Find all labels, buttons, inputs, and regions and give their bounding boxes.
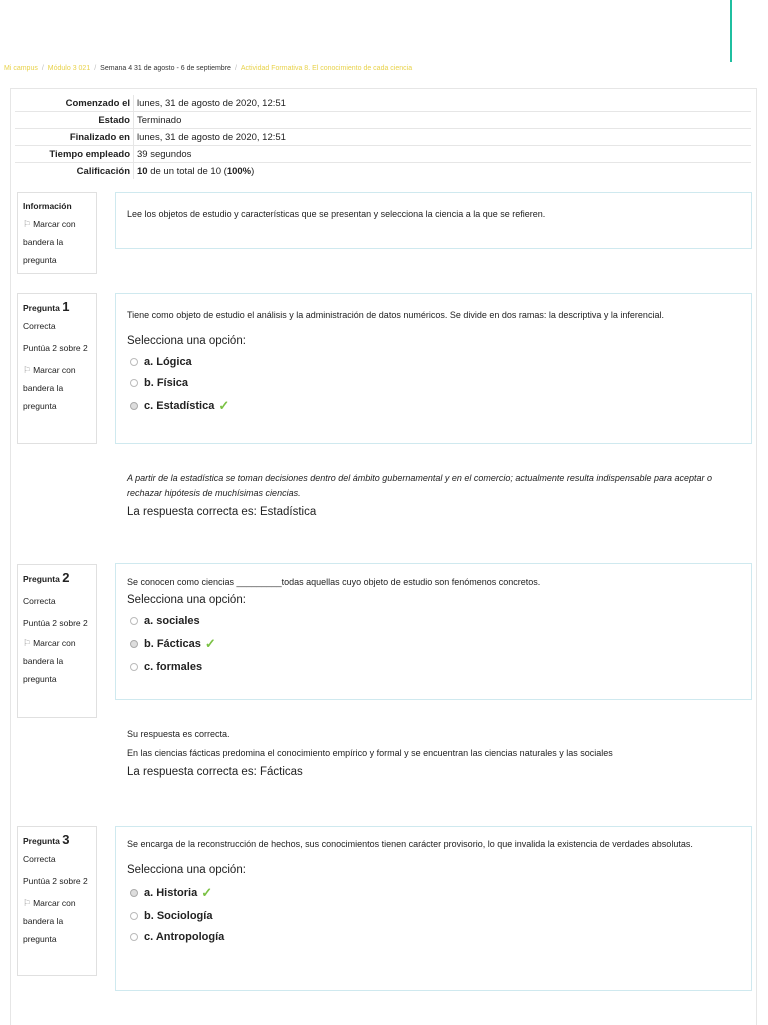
info-content-box — [115, 192, 752, 249]
question-2-content — [115, 563, 752, 700]
correct-answer — [127, 765, 747, 780]
flag-question-link[interactable] — [23, 634, 91, 688]
question-text: Tiene como objeto de estudio el análisis y la administración de datos numéricos. Se divide en dos ramas: la descriptiva y la inferencial. — [127, 310, 664, 320]
question-points: Puntúa 2 sobre 2 — [23, 876, 88, 886]
question-1-feedback — [127, 471, 747, 520]
question-word: Pregunta — [23, 303, 60, 313]
info-panel — [17, 192, 97, 274]
answer-option[interactable] — [127, 356, 740, 368]
flag-label: Marcar con bandera la pregunta — [23, 898, 76, 944]
info-text: Lee los objetos de estudio y características que se presentan y selecciona la ciencia a la que se refieren. — [127, 209, 546, 219]
breadcrumb-link-modulo[interactable]: Módulo 3 021 — [47, 65, 91, 72]
summary-label: Estado — [15, 112, 134, 129]
summary-label: Comenzado el — [15, 95, 134, 112]
answer-prompt: Selecciona una opción: — [127, 594, 246, 606]
breadcrumb-link-semana[interactable]: Semana 4 31 de agosto - 6 de septiembre — [100, 65, 231, 72]
radio-button-checked[interactable] — [130, 640, 138, 648]
question-word: Pregunta — [23, 574, 60, 584]
radio-button[interactable] — [130, 379, 138, 387]
correct-answer-value: Fácticas — [259, 766, 303, 778]
breadcrumb-separator: / — [41, 65, 44, 72]
radio-button-checked[interactable] — [130, 889, 138, 897]
grade-end: ) — [251, 165, 255, 177]
check-icon: ✓ — [201, 885, 213, 900]
radio-button[interactable] — [130, 617, 138, 625]
flag-icon: ⚐ — [23, 219, 32, 229]
summary-value: Terminado — [134, 112, 752, 129]
summary-label: Tiempo empleado — [15, 146, 134, 163]
answer-option-selected[interactable] — [127, 636, 740, 652]
summary-value: lunes, 31 de agosto de 2020, 12:51 — [134, 129, 752, 146]
option-label: c. Antropología — [144, 931, 225, 943]
answer-option[interactable] — [127, 661, 740, 673]
feedback-text: A partir de la estadística se toman decisiones dentro del ámbito gubernamental y en el comercio; actualmente resulta indispensable para aceptar o rechazar hipótesis de muchísimas ciencias. — [127, 473, 712, 498]
answer-prompt: Selecciona una opción: — [127, 335, 246, 347]
flag-label: Marcar con bandera la pregunta — [23, 638, 76, 684]
answer-option[interactable] — [127, 615, 740, 627]
question-status: Correcta — [23, 854, 56, 864]
correct-answer — [127, 505, 747, 520]
breadcrumb — [4, 65, 412, 72]
radio-button-checked[interactable] — [130, 402, 138, 410]
question-1-content — [115, 293, 752, 444]
flag-question-link[interactable] — [23, 894, 91, 948]
grade-score: 10 — [137, 165, 148, 177]
flag-icon: ⚐ — [23, 365, 32, 375]
correct-answer-value: Estadística — [259, 506, 317, 518]
flag-icon: ⚐ — [23, 898, 32, 908]
question-points: Puntúa 2 sobre 2 — [23, 343, 88, 353]
answer-option-selected[interactable] — [127, 398, 740, 414]
radio-button[interactable] — [130, 912, 138, 920]
question-3-content — [115, 826, 752, 991]
summary-value: lunes, 31 de agosto de 2020, 12:51 — [134, 95, 752, 112]
radio-button[interactable] — [130, 663, 138, 671]
quiz-review-region — [10, 88, 757, 1025]
question-status: Correcta — [23, 596, 56, 606]
correct-answer-prefix: La respuesta correcta es: — [127, 506, 260, 518]
breadcrumb-separator: / — [234, 65, 237, 72]
question-points: Puntúa 2 sobre 2 — [23, 618, 88, 628]
summary-row — [15, 146, 751, 163]
correct-answer-prefix: La respuesta correcta es: — [127, 766, 260, 778]
header-divider — [730, 0, 732, 62]
flag-icon: ⚐ — [23, 638, 32, 648]
grade-mid: de un total de 10 ( — [147, 165, 227, 177]
summary-row-grade — [15, 163, 751, 180]
answer-option[interactable] — [127, 931, 740, 943]
option-label: a. Historia — [144, 887, 198, 899]
summary-row — [15, 112, 751, 129]
radio-button[interactable] — [130, 933, 138, 941]
feedback-text: En las ciencias fácticas predomina el conocimiento empírico y formal y se encuentran las ciencias naturales y las sociales — [127, 748, 613, 758]
breadcrumb-link-mi-campus[interactable]: Mi campus — [4, 65, 38, 72]
attempt-summary-table — [15, 95, 751, 179]
question-word: Pregunta — [23, 836, 60, 846]
question-number: 3 — [62, 832, 70, 847]
question-text: Se encarga de la reconstrucción de hechos, sus conocimientos tienen carácter provisorio, lo que invalida la existencia de verdades absolutas. — [127, 839, 693, 849]
option-label: a. sociales — [144, 615, 200, 627]
question-number: 2 — [62, 570, 70, 585]
option-label: b. Sociología — [144, 910, 213, 922]
flag-question-link[interactable] — [23, 215, 91, 269]
question-1-info — [17, 293, 97, 444]
answer-option-selected[interactable] — [127, 885, 740, 901]
question-text: Se conocen como ciencias _________todas aquellas cuyo objeto de estudio son fenómenos concretos. — [127, 577, 541, 587]
check-icon: ✓ — [218, 398, 230, 413]
summary-value: 39 segundos — [134, 146, 752, 163]
check-icon: ✓ — [204, 636, 216, 651]
question-2-feedback — [127, 727, 747, 780]
info-title: Información — [23, 201, 72, 211]
flag-question-link[interactable] — [23, 361, 91, 415]
grade-percent: 100% — [226, 165, 252, 177]
summary-label: Finalizado en — [15, 129, 134, 146]
question-2-info — [17, 564, 97, 718]
answer-option[interactable] — [127, 377, 740, 389]
radio-button[interactable] — [130, 358, 138, 366]
breadcrumb-separator: / — [94, 65, 97, 72]
answer-option[interactable] — [127, 910, 740, 922]
flag-label: Marcar con bandera la pregunta — [23, 219, 76, 265]
grade-value — [134, 163, 752, 180]
question-status: Correcta — [23, 321, 56, 331]
feedback-status: Su respuesta es correcta. — [127, 729, 230, 739]
answer-prompt: Selecciona una opción: — [127, 864, 246, 876]
flag-label: Marcar con bandera la pregunta — [23, 365, 76, 411]
question-3-info — [17, 826, 97, 976]
summary-row — [15, 95, 751, 112]
summary-row — [15, 129, 751, 146]
option-label: b. Física — [144, 377, 189, 389]
option-label: c. formales — [144, 661, 203, 673]
summary-label: Calificación — [76, 165, 130, 177]
question-number: 1 — [62, 299, 70, 314]
breadcrumb-link-actividad[interactable]: Actividad Formativa 8. El conocimiento de cada ciencia — [240, 65, 413, 72]
option-label: a. Lógica — [144, 356, 192, 368]
option-label: c. Estadística — [144, 400, 215, 412]
option-label: b. Fácticas — [144, 638, 201, 650]
